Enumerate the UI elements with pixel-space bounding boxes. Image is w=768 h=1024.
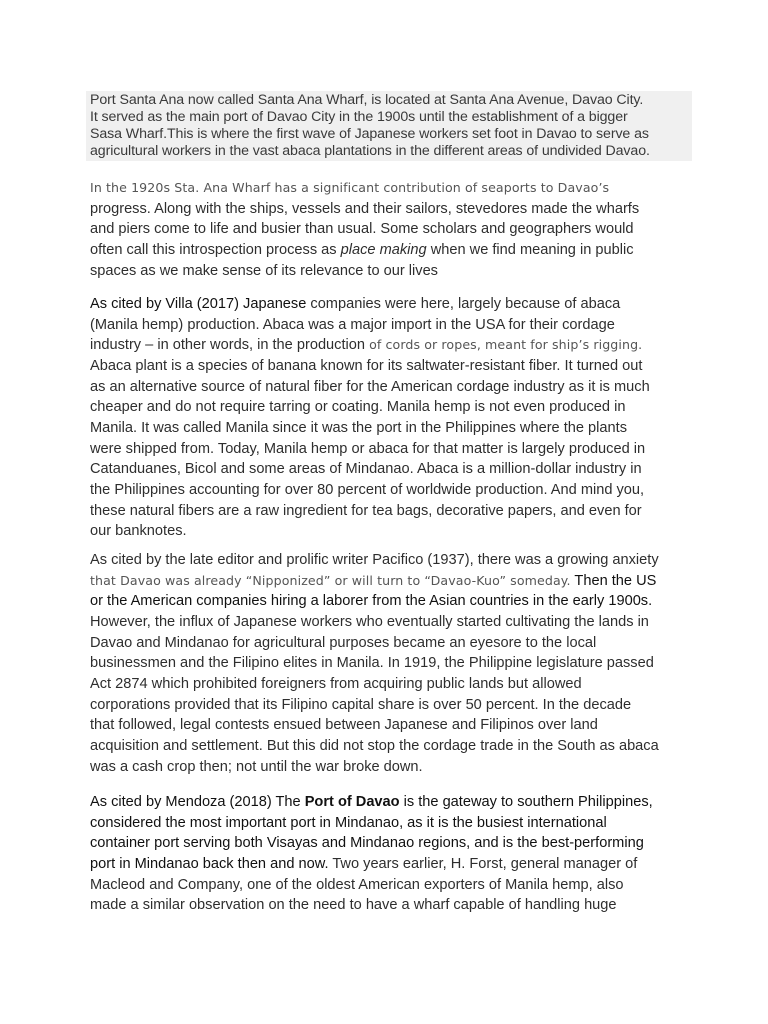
text-line: Manila. It was called Manila since it was the port in the Philippines where the plants [90,419,628,436]
text-line: considered the most important port in Mindanao, as it is the busiest international [90,814,607,831]
text-segment: often call this introspection process as [90,241,341,258]
text-line: Sasa Wharf.This is where the first wave of Japanese workers set foot in Davao to serve as [90,126,649,142]
text-line: In the 1920s Sta. Ana Wharf has a significant contribution of seaports to Davao’s [90,180,610,195]
text-line: businessmen and the Filipino elites in Manila. In 1919, the Philippine legislature passed [90,655,654,672]
text-line: progress. Along with the ships, vessels and their sailors, stevedores made the wharfs [90,200,640,217]
paragraph-abaca-production [90,294,688,542]
text-line: (Manila hemp) production. Abaca was a major import in the USA for their cordage [90,316,615,333]
text-segment: Two years earlier, H. Forst, general manager of [328,855,638,872]
italic-term: place making [340,241,427,258]
text-segment: As cited by Villa (2017) Japanese [90,296,307,312]
paragraph-1920s-wharf [90,178,688,281]
text-segment: companies were here, largely because of abaca [306,296,621,312]
text-line: that followed, legal contests ensued between Japanese and Filipinos over land [90,717,598,734]
paragraph-nipponized-davao [90,550,688,777]
text-line: our banknotes. [90,523,187,540]
text-line: as an alternative source of natural fiber for the American cordage industry as it is much [90,378,650,395]
text-line: corporations provided that its Filipino capital share is over 50 percent. In the decade [90,696,632,713]
text-line: Catanduanes, Bicol and some areas of Mindanao. Abaca is a million-dollar industry in [90,461,642,478]
text-segment: when we find meaning in public [426,241,634,258]
text-line: Act 2874 which prohibited foreigners from acquiring public lands but allowed [90,675,582,692]
text-line [90,294,688,315]
text-line [90,854,688,875]
text-line: agricultural workers in the vast abaca plantations in the different areas of undivided Davao. [90,143,650,159]
text-line: container port serving both Visayas and Mindanao regions, and is the best-performing [90,835,644,852]
text-line: Davao and Mindanao for agricultural purposes became an eyesore to the local [90,634,597,651]
text-line: However, the influx of Japanese workers who eventually started cultivating the lands in [90,613,649,630]
text-segment: of cords or ropes, meant for ship’s rigging. [369,337,643,353]
text-line: As cited by the late editor and prolific writer Pacifico (1937), there was a growing anxiety [90,552,659,568]
text-line: acquisition and settlement. But this did not stop the cordage trade in the South as abaca [90,737,659,754]
text-line: or the American companies hiring a laborer from the Asian countries in the early 1900s. [90,593,653,610]
text-segment: As cited by Mendoza (2018) The [90,794,305,810]
text-line [90,240,688,261]
text-line: Abaca plant is a species of banana known for its saltwater-resistant fiber. It turned out [90,357,643,374]
text-line [90,571,688,592]
text-line: Port Santa Ana now called Santa Ana Wharf, is located at Santa Ana Avenue, Davao City. [90,92,644,108]
text-line: and piers come to life and busier than usual. Some scholars and geographers would [90,221,634,238]
text-line: made a similar observation on the need to have a wharf capable of handling huge [90,897,617,914]
text-line [90,792,688,813]
text-line [90,335,688,356]
text-line: spaces as we make sense of its relevance to our lives [90,262,438,279]
text-line: cheaper and do not require tarring or coating. Manila hemp is not even produced in [90,399,626,416]
paragraph-port-of-davao [90,792,688,916]
text-line: these natural fibers are a raw ingredient for tea bags, decorative papers, and even for [90,502,642,519]
text-segment: that Davao was already “Nipponized” or will turn to “Davao-Kuo” someday. [90,572,571,588]
text-line: were shipped from. Today, Manila hemp or abaca for that matter is largely produced in [90,440,646,457]
text-segment: industry – in other words, in the production [90,337,370,354]
text-line: Macleod and Company, one of the oldest American exporters of Manila hemp, also [90,876,624,893]
text-segment: is the gateway to southern Philippines, [399,794,653,810]
text-line: It served as the main port of Davao City in the 1900s until the establishment of a bigger [90,109,628,125]
text-segment: Then the US [570,572,657,589]
text-line: the Philippines accounting for over 80 percent of worldwide production. And mind you, [90,481,645,498]
text-segment: port in Mindanao back then and now. [90,855,329,872]
bold-term: Port of Davao [304,794,400,810]
paragraph-santa-ana-wharf [90,92,690,160]
text-line: was a cash crop then; not until the war broke down. [90,758,423,775]
